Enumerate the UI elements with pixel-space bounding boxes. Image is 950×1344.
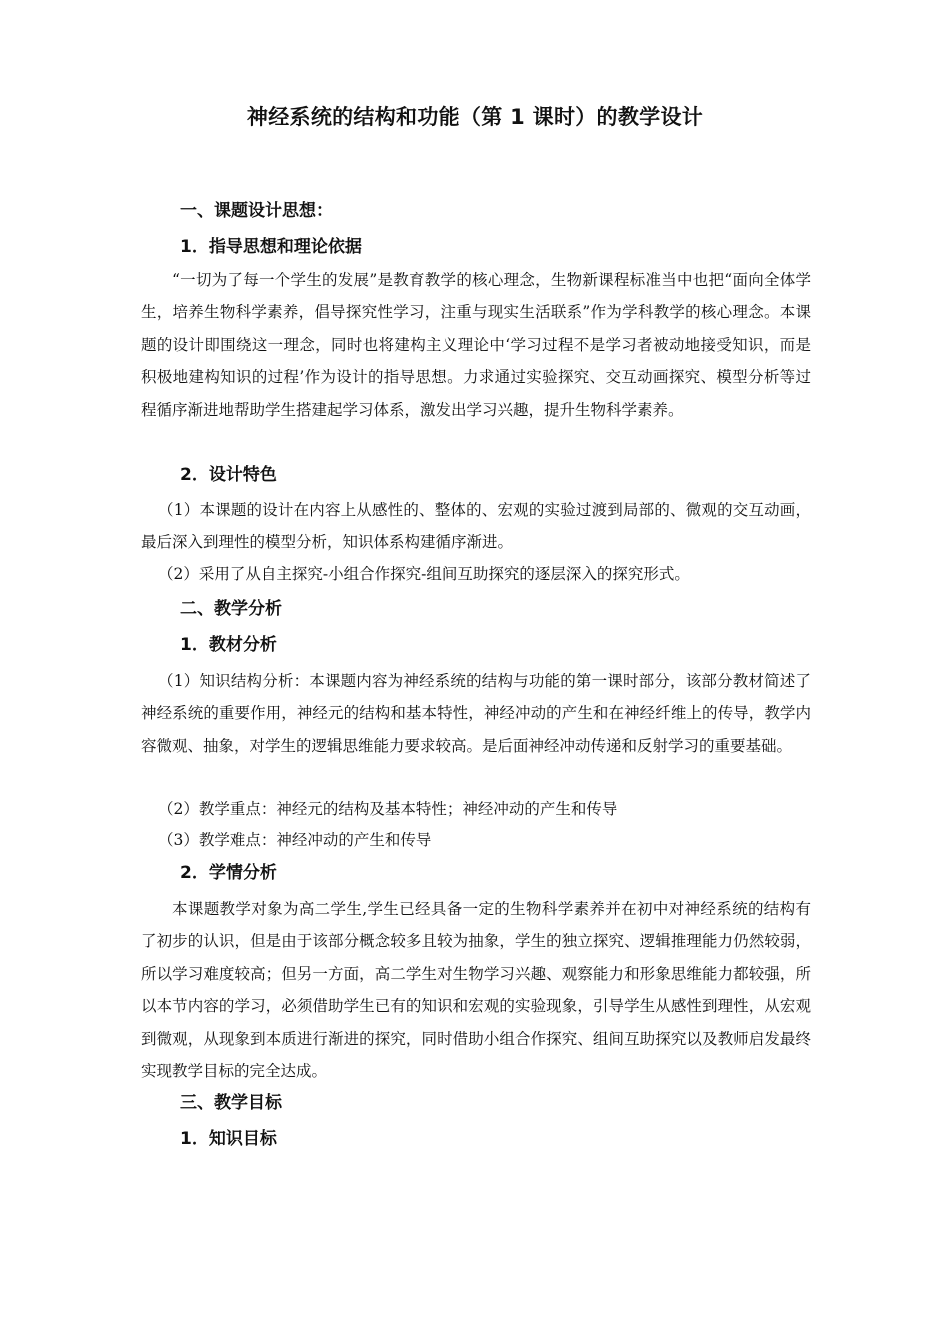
- section-heading-3: 三、教学目标: [180, 1093, 282, 1113]
- paragraph-guiding-idea: “一切为了每一个学生的发展”是教育教学的核心理念，生物新课程标准当中也把“面向全体学生，培养生物科学素养，倡导探究性学习，注重与现实生活联系”作为学科教学的核心理念。本课题的设计即围绕这一理念，同时也将建构主义理论中‘学习过程不是学习者被动地接受知识，而是积极地建构知识的过程’作为设计的指导思想。力求通过实验探究、交互动画探究、模型分析等过程循序渐进地帮助学生搭建起学习体系，激发出学习兴趣，提升生物科学素养。: [141, 271, 811, 419]
- paragraph-teaching-difficulty: （3）教学难点：神经冲动的产生和传导: [158, 831, 432, 849]
- paragraph-student-analysis: 本课题教学对象为高二学生,学生已经具备一定的生物科学素养并在初中对神经系统的结构有了初步的认识，但是由于该部分概念较多且较为抽象，学生的独立探究、逻辑推理能力仍然较弱，所以学习难度较高；但另一方面，高二学生对生物学习兴趣、观察能力和形象思维能力都较强，所以本节内容的学习，必须借助学生已有的知识和宏观的实验现象，引导学生从感性到理性，从宏观到微观，从现象到本质进行渐进的探究，同时借助小组合作探究、组间互助探究以及教师启发最终实现教学目标的完全达成。: [141, 900, 811, 1081]
- paragraph-design-feature-2: （2）采用了从自主探究-小组合作探究-组间互助探究的逐层深入的探究形式。: [158, 565, 690, 583]
- subsection-heading-2-2: 2．学情分析: [180, 863, 277, 883]
- subsection-heading-1-2: 2．设计特色: [180, 465, 277, 485]
- subsection-heading-2-1: 1．教材分析: [180, 635, 277, 655]
- subsection-heading-3-1: 1．知识目标: [180, 1129, 277, 1149]
- paragraph-design-feature-1: （1）本课题的设计在内容上从感性的、整体的、宏观的实验过渡到局部的、微观的交互动画，最后深入到理性的模型分析，知识体系构建循序渐进。: [141, 501, 811, 552]
- document-title: 神经系统的结构和功能（第 1 课时）的教学设计: [246, 105, 704, 129]
- section-heading-2: 二、教学分析: [180, 599, 282, 619]
- paragraph-teaching-focus: （2）教学重点：神经元的结构及基本特性；神经冲动的产生和传导: [158, 800, 618, 818]
- subsection-heading-1-1: 1．指导思想和理论依据: [180, 237, 362, 257]
- section-heading-1: 一、课题设计思想：: [180, 201, 333, 221]
- paragraph-knowledge-structure: （1）知识结构分析：本课题内容为神经系统的结构与功能的第一课时部分，该部分教材简述了神经系统的重要作用，神经元的结构和基本特性，神经冲动的产生和在神经纤维上的传导，教学内容微观、抽象，对学生的逻辑思维能力要求较高。是后面神经冲动传递和反射学习的重要基础。: [141, 672, 811, 755]
